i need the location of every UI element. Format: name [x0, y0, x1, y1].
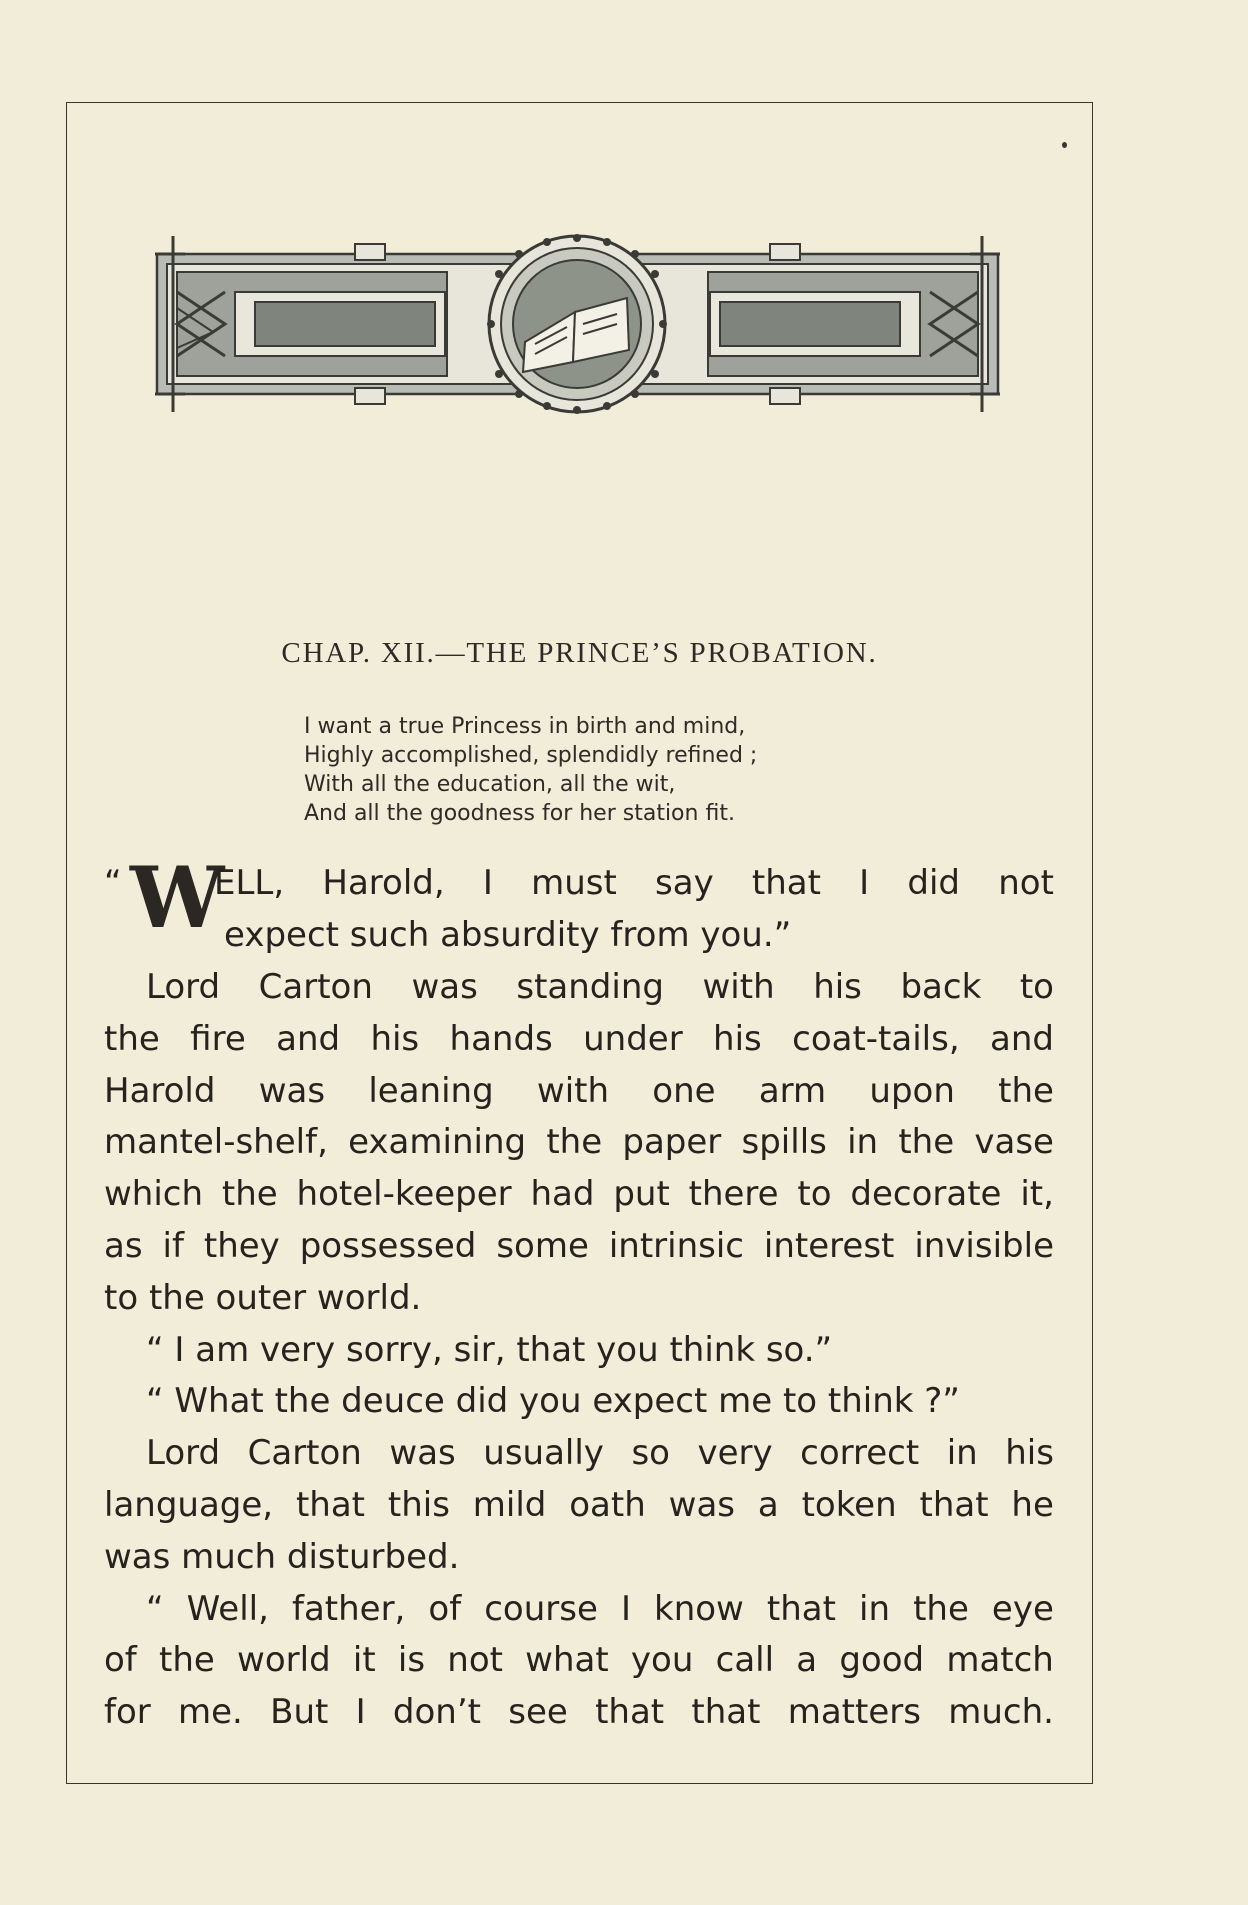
epigraph-line: Highly accomplished, splendidly refined ;	[304, 743, 758, 768]
opening-paragraph	[104, 848, 1054, 962]
opening-quote-mark: “	[104, 863, 122, 903]
text-line: ELL, Harold, I must say that I did not	[214, 863, 1054, 903]
text-line: of the world it is not what you call a good match	[104, 1640, 1054, 1681]
body-text	[104, 848, 1054, 1739]
text-line: the fire and his hands under his coat-tails, and	[104, 1018, 1054, 1059]
ink-speck	[1062, 142, 1067, 148]
epigraph-line: I want a true Princess in birth and mind,	[304, 714, 746, 739]
epigraph	[304, 712, 757, 828]
text-line: to the outer world.	[104, 1277, 422, 1318]
drop-cap: W	[130, 848, 225, 947]
text-line: expect such absurdity from you.”	[224, 914, 792, 955]
text-line: language, that this mild oath was a token that he	[104, 1484, 1054, 1525]
text-line: for me. But I don’t see that that matters much.	[104, 1692, 1054, 1733]
text-line: mantel-shelf, examining the paper spills in the vase	[104, 1122, 1054, 1163]
text-line: was much disturbed.	[104, 1536, 460, 1577]
epigraph-line: And all the goodness for her station fit.	[304, 801, 735, 826]
text-line: as if they possessed some intrinsic interest invisible	[104, 1225, 1054, 1266]
text-line: Lord Carton was usually so very correct in his	[146, 1433, 1054, 1474]
chapter-title: CHAP. XII.—THE PRINCE’S PROBATION.	[281, 637, 878, 669]
text-line: “ What the deuce did you expect me to think ?”	[146, 1381, 960, 1422]
chapter-headpiece-ornament	[155, 232, 1000, 417]
text-line: Lord Carton was standing with his back to	[146, 967, 1054, 1007]
text-line: “ I am very sorry, sir, that you think so.”	[146, 1329, 833, 1370]
text-line: Harold was leaning with one arm upon the	[104, 1070, 1054, 1111]
text-line: “ Well, father, of course I know that in the eye	[146, 1588, 1054, 1629]
epigraph-line: With all the education, all the wit,	[304, 772, 676, 797]
text-line: which the hotel-keeper had put there to decorate it,	[104, 1174, 1054, 1215]
